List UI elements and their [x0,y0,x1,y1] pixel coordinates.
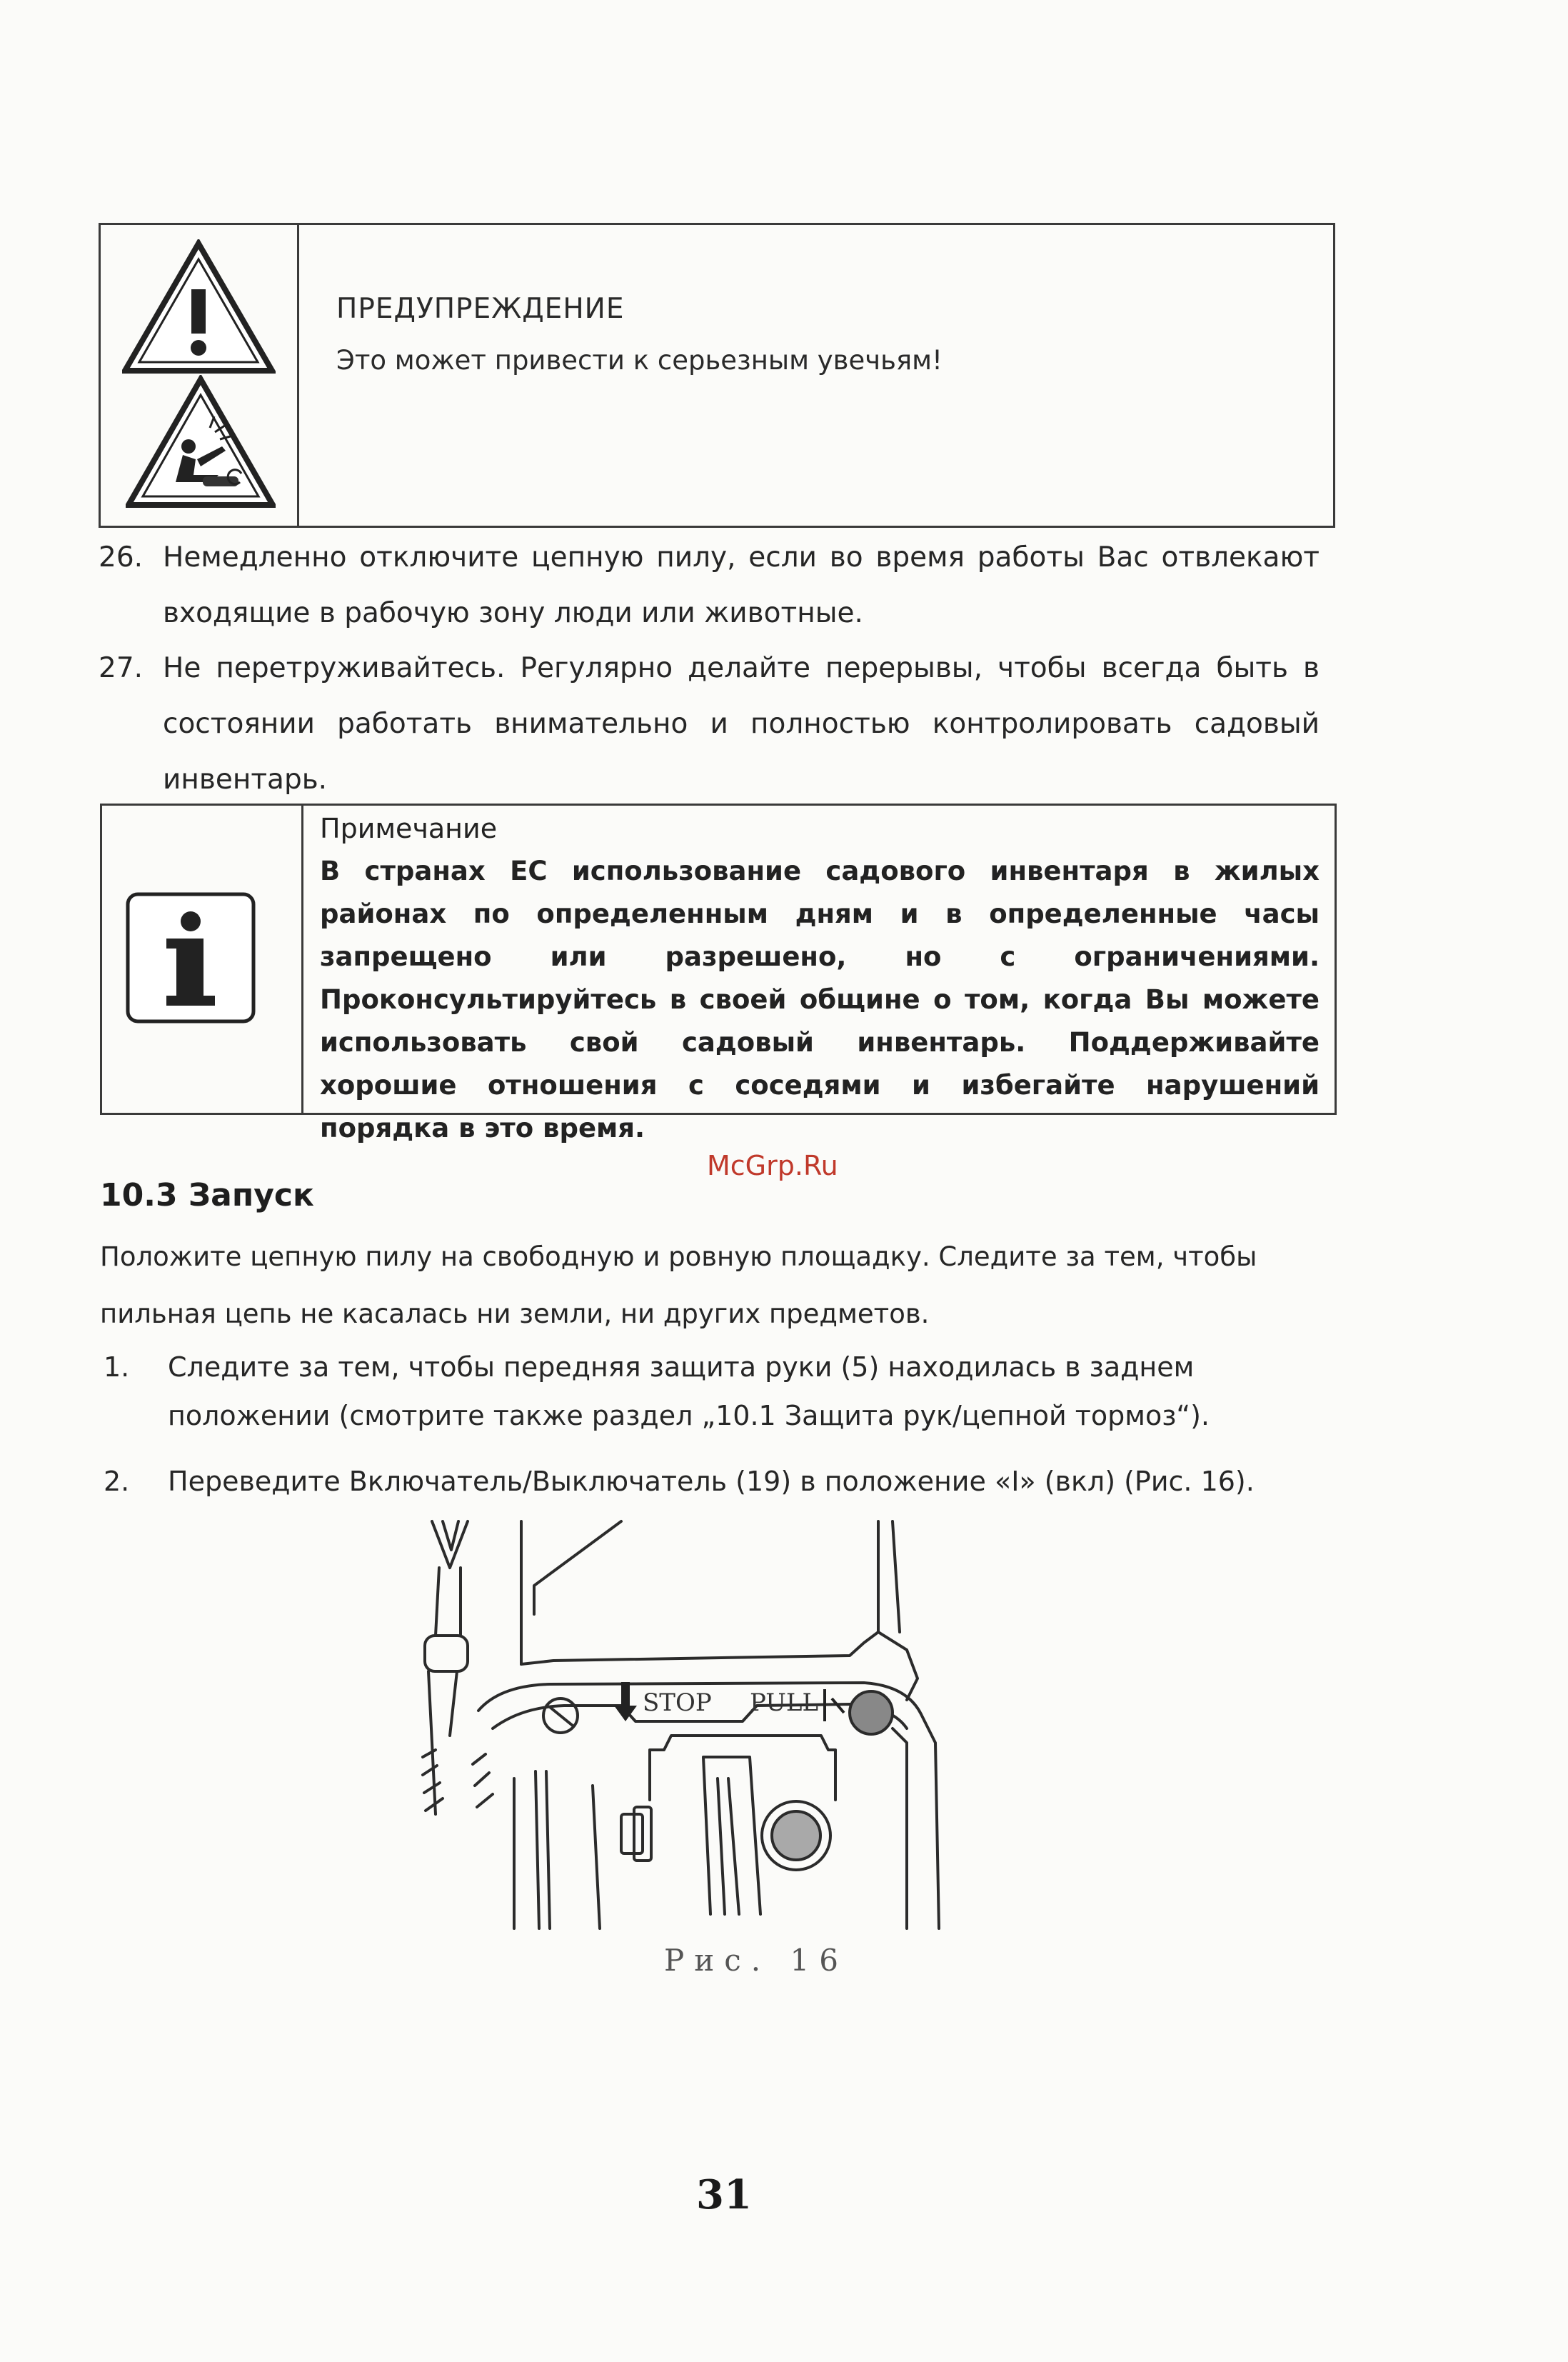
section-heading: 10.3 Запуск [100,1177,314,1213]
note-text: В странах ЕС использование садового инвентаря в жилых районах по определенным дням и в определенные часы запрещено или разрешено, но с ограничениями. Проконсультируйтесь в своей общине о том, когда Вы можете использовать свой садовый инвентарь. Поддерживайте хорошие отношения с соседями и избегайте нарушений порядка в это время. [320,856,1320,1144]
watermark: McGrp.Ru [707,1150,838,1181]
step-item [104,1457,1332,1507]
warning-title: ПРЕДУПРЕЖДЕНИЕ [336,293,625,325]
list-item-number: 26. [99,541,144,574]
note-title: Примечание [320,813,498,844]
section-intro: Положите цепную пилу на свободную и ровную площадку. Следите за тем, чтобы пильная цепь не касалась ни земли, ни других предметов. [100,1241,1257,1329]
warning-box [99,223,1335,528]
list-item [99,641,1321,812]
kickback-hazard-icon [126,375,276,511]
step-item [104,1343,1332,1450]
step-text: Следите за тем, чтобы передняя защита руки (5) находилась в заднем положении (смотрите также раздел „10.1 Защита рук/цепной тормоз“). [168,1351,1210,1431]
step-number: 1. [104,1351,130,1383]
warning-icon-cell [101,225,299,526]
list-item-text: Немедленно отключите цепную пилу, если во время работы Вас отвлекают входящие в рабочую зону люди или животные. [163,541,1320,629]
switch-label-pull: PULL [750,1688,819,1717]
list-item-number: 27. [99,652,144,684]
figure-illustration [407,1514,1021,1936]
page-number: 31 [696,2171,752,2218]
note-box [100,804,1337,1144]
switch-label-stop: STOP [643,1688,712,1717]
warning-exclamation-icon [122,239,276,375]
step-text: Переведите Включатель/Выключатель (19) в положение «I» (вкл) (Рис. 16). [168,1466,1255,1497]
list-item [99,530,1321,644]
list-item-text: Не перетруживайтесь. Регулярно делайте перерывы, чтобы всегда быть в состоянии работать внимательно и полностью контролировать садовый инвентарь. [163,652,1320,796]
step-number: 2. [104,1466,130,1497]
figure-caption: Рис. 16 [664,1943,848,1978]
info-icon [125,891,256,1024]
warning-text: Это может привести к серьезным увечьям! [336,345,943,376]
note-icon-cell [102,806,303,1113]
stop-arrow-icon [614,1682,637,1721]
